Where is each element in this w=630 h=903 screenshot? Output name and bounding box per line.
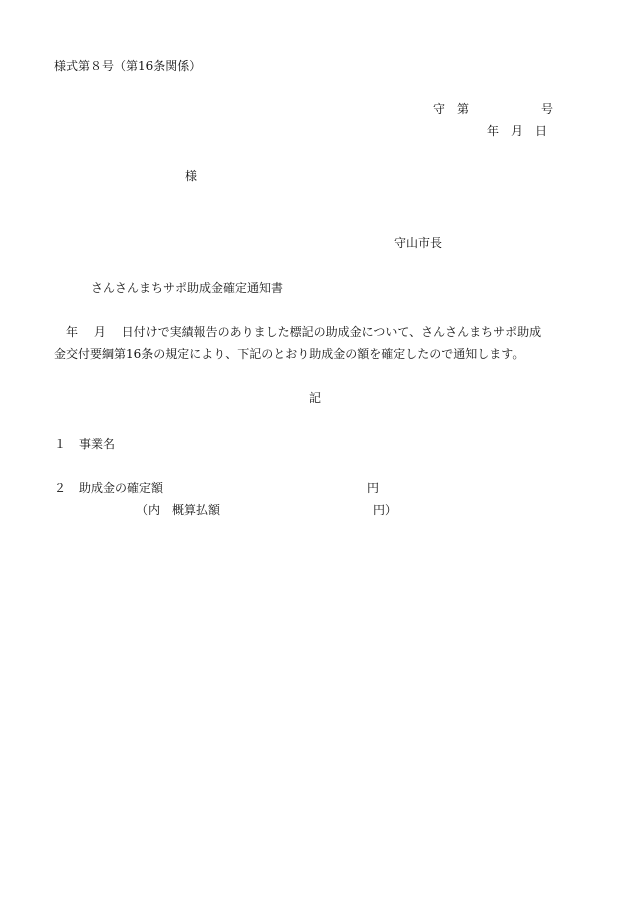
addressee-suffix: 様 bbox=[185, 169, 198, 183]
body-text-line-2: 金交付要綱第16条の規定により、下記のとおり助成金の額を確定したので通知します。 bbox=[54, 347, 525, 361]
sender-name: 守山市長 bbox=[394, 236, 443, 250]
item-2-label: 助成金の確定額 bbox=[79, 481, 164, 495]
sub-item-open: （内 概算払額 bbox=[136, 503, 221, 517]
item-1-number: １ bbox=[54, 437, 67, 451]
document-number: 守 第 号 bbox=[433, 102, 554, 116]
item-2-number: ２ bbox=[54, 481, 67, 495]
document-title: さんさんまちサポ助成金確定通知書 bbox=[91, 281, 284, 295]
sub-item-close: 円） bbox=[373, 503, 398, 517]
ki-heading: 記 bbox=[309, 391, 322, 405]
body-text-line-1: 年 月 日付けで実績報告のありました標記の助成金について、さんさんまちサポ助成 bbox=[54, 325, 542, 339]
form-label: 様式第８号（第16条関係） bbox=[54, 59, 202, 73]
item-2-unit: 円 bbox=[367, 481, 380, 495]
item-1-label: 事業名 bbox=[79, 437, 116, 451]
document-date: 年 月 日 bbox=[487, 124, 548, 138]
